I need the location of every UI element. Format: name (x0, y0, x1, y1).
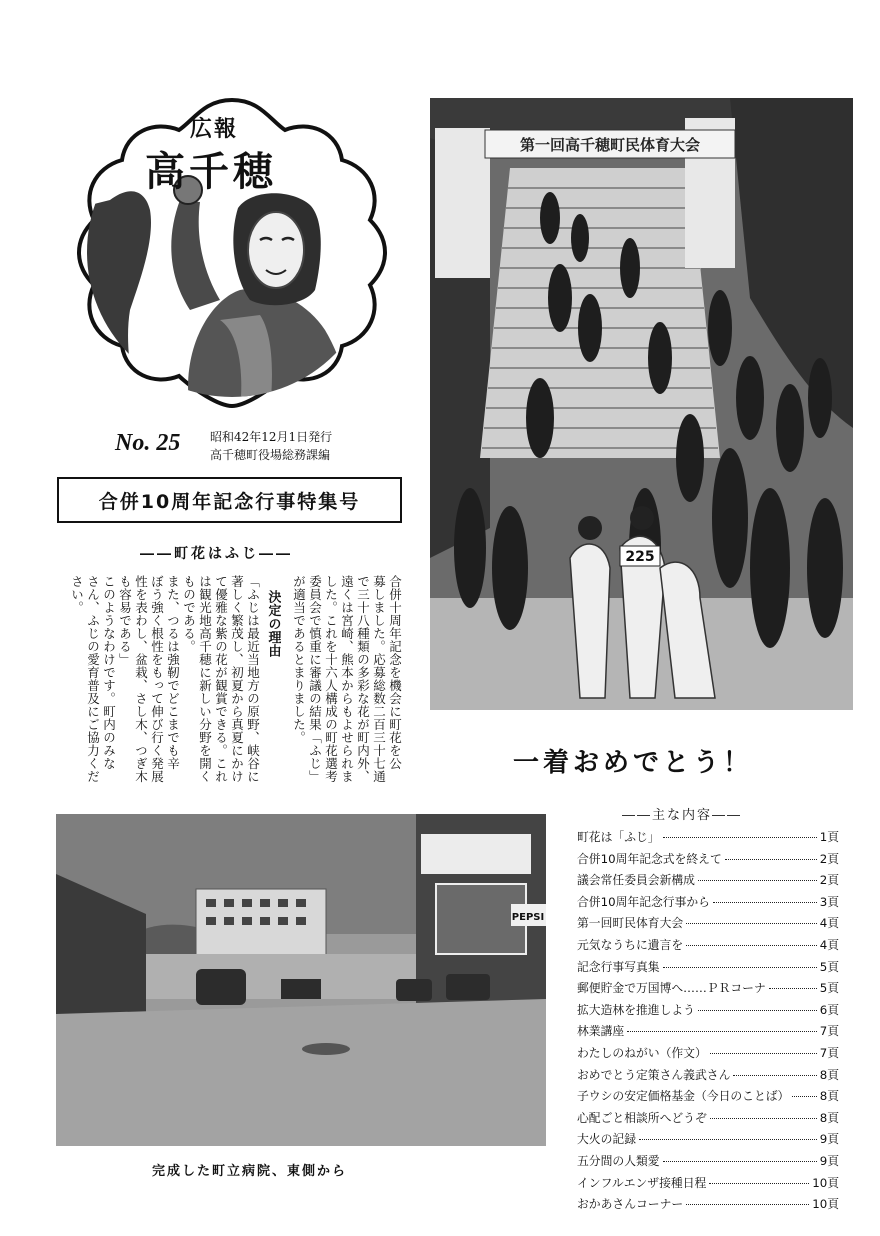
contents-item-page: 2頁 (819, 873, 839, 888)
dot-leader (686, 923, 817, 924)
contents-item-page: 7頁 (819, 1045, 839, 1060)
contents-item (577, 893, 839, 915)
contents-item-page: 10頁 (812, 1175, 839, 1190)
article-line: ぼう強く根性をもって伸び行く発展 (149, 575, 165, 783)
dot-leader (639, 1139, 817, 1140)
contents-item-title: おかあさんコーナー (577, 1197, 684, 1212)
contents-item-title: 議会常任委員会新構成 (577, 873, 695, 888)
contents-item-title: 五分間の人類愛 (577, 1153, 660, 1168)
article-line: 著しく繁茂し、初夏から真夏にかけ (229, 575, 245, 783)
issue-meta (210, 428, 332, 464)
dot-leader (627, 1031, 816, 1032)
contents-item-title: 合併10周年記念行事から (577, 894, 710, 909)
contents-item (577, 1109, 839, 1131)
contents-item (577, 958, 839, 980)
contents-item (577, 936, 839, 958)
article-line: 委員会で慎重に審議の結果「ふじ」 (307, 575, 323, 783)
contents-item-title: 子ウシの安定価格基金（今日のことば） (577, 1089, 790, 1104)
contents-item-page: 8頁 (819, 1110, 839, 1125)
contents-item-page: 4頁 (819, 937, 839, 952)
contents-item-title: おめでとう定策さん義武さん (577, 1067, 731, 1082)
issue-number: No. 25 (115, 430, 181, 456)
article-section-heading: 決定の理由 (265, 590, 281, 658)
contents-item (577, 871, 839, 893)
street-photo-caption: 完成した町立病院、東側から (152, 1164, 348, 1179)
shop-sign-text: PEPSI (511, 912, 545, 923)
article-line: て優雅な紫の花が観賞できる。これ (213, 575, 229, 783)
article-line: が適当であるとまりました。 (291, 575, 307, 744)
masthead-kohou-label: 広報 (190, 116, 239, 142)
contents-item (577, 1130, 839, 1152)
article-line: 募しました。応募総数二百三十七通 (371, 575, 387, 783)
article-line: 遠くは宮崎、熊本からもよせられま (339, 575, 355, 783)
contents-item-page: 9頁 (819, 1132, 839, 1147)
dot-leader (792, 1096, 816, 1097)
publication-name: 高千穂 (145, 148, 277, 195)
contents-item (577, 914, 839, 936)
contents-item (577, 979, 839, 1001)
article-line: このようなわけです。町内のみな (101, 575, 117, 770)
contents-item (577, 1066, 839, 1088)
contents-item-page: 7頁 (819, 1024, 839, 1039)
contents-item-page: 9頁 (819, 1153, 839, 1168)
article-line: 「ふじは最近当地方の原野、峡谷に (245, 575, 261, 783)
contents-item-page: 1頁 (819, 830, 839, 844)
special-issue-title: 合併10周年記念行事特集号 (57, 477, 402, 523)
dot-leader (725, 859, 817, 860)
dot-leader (663, 837, 817, 838)
contents-item (577, 850, 839, 872)
contents-item-title: 記念行事写真集 (577, 959, 660, 974)
dot-leader (663, 967, 817, 968)
contents-item-title: 元気なうちに遺言を (577, 937, 684, 952)
contents-item (577, 1022, 839, 1044)
contents-item (577, 1044, 839, 1066)
contents-item (577, 1152, 839, 1174)
contents-item-title: 拡大造林を推進しよう (577, 1002, 695, 1017)
dot-leader (733, 1075, 816, 1076)
article-line: また、つるは強靭でどこまでも辛 (165, 575, 181, 770)
contents-item (577, 1001, 839, 1023)
contents-item (577, 1087, 839, 1109)
article-line: も容易である」 (117, 575, 133, 666)
contents-item-title: 町花は「ふじ」 (577, 830, 660, 844)
runner-bib-number: 225 (625, 549, 655, 565)
contents-item-page: 5頁 (819, 981, 839, 996)
dot-leader (713, 902, 817, 903)
contents-item-page: 10頁 (812, 1197, 839, 1212)
contents-item-page: 5頁 (819, 959, 839, 974)
banner-text: 第一回高千穂町民体育大会 (519, 136, 701, 154)
article-line: で三十八種類の多彩な花が町内外、 (355, 575, 371, 783)
dot-leader (686, 1204, 809, 1205)
hospital-street-photo (56, 814, 546, 1146)
dot-leader (709, 1183, 809, 1184)
contents-item-title: 郵便貯金で万国博へ……ＰＲコーナ (577, 981, 766, 996)
issue-publisher: 高千穂町役場総務課編 (210, 448, 331, 462)
dot-leader (710, 1118, 817, 1119)
dot-leader (710, 1053, 817, 1054)
contents-item-title: 心配ごと相談所へどうぞ (577, 1110, 707, 1125)
contents-item-page: 6頁 (819, 1002, 839, 1017)
contents-item-page: 8頁 (819, 1067, 839, 1082)
dot-leader (663, 1161, 817, 1162)
contents-item-page: 3頁 (819, 894, 839, 909)
contents-list (577, 828, 839, 1217)
dot-leader (698, 880, 817, 881)
contents-item (577, 1174, 839, 1196)
stairs-photo-caption: 一着おめでとう！ (513, 748, 754, 778)
article-line: は観光地高千穂に新しい分野を開く (197, 575, 213, 783)
article-line: さい。 (69, 575, 85, 614)
contents-item-page: 2頁 (819, 851, 839, 866)
issue-date: 昭和42年12月1日発行 (210, 430, 333, 444)
article-subheading: ――町花はふじ―― (140, 546, 293, 562)
article-line: さん、ふじの愛育普及にご協力くだ (85, 575, 101, 783)
sports-festival-photo (430, 98, 853, 710)
article-line: 合併十周年記念を機会に町花を公 (387, 575, 403, 770)
contents-item (577, 828, 839, 850)
contents-item-title: 第一回町民体育大会 (577, 916, 684, 931)
article-line: 性を表わし、盆栽、さし木、つぎ木 (133, 575, 149, 783)
contents-item (577, 1195, 839, 1217)
contents-item-title: わたしのねがい（作文） (577, 1045, 707, 1060)
contents-item-title: 林業講座 (577, 1024, 625, 1039)
dot-leader (686, 945, 817, 946)
contents-item-page: 4頁 (819, 916, 839, 931)
dot-leader (769, 988, 817, 989)
contents-item-title: インフルエンザ接種日程 (577, 1175, 707, 1190)
contents-item-title: 合併10周年記念式を終えて (577, 851, 722, 866)
article-line: ものである。 (181, 575, 197, 653)
contents-title: ――主な内容―― (622, 808, 743, 823)
contents-item-title: 大火の記録 (577, 1132, 636, 1147)
article-line: した。これを十六人構成の町花選考 (323, 575, 339, 783)
dot-leader (698, 1010, 817, 1011)
contents-item-page: 8頁 (819, 1089, 839, 1104)
